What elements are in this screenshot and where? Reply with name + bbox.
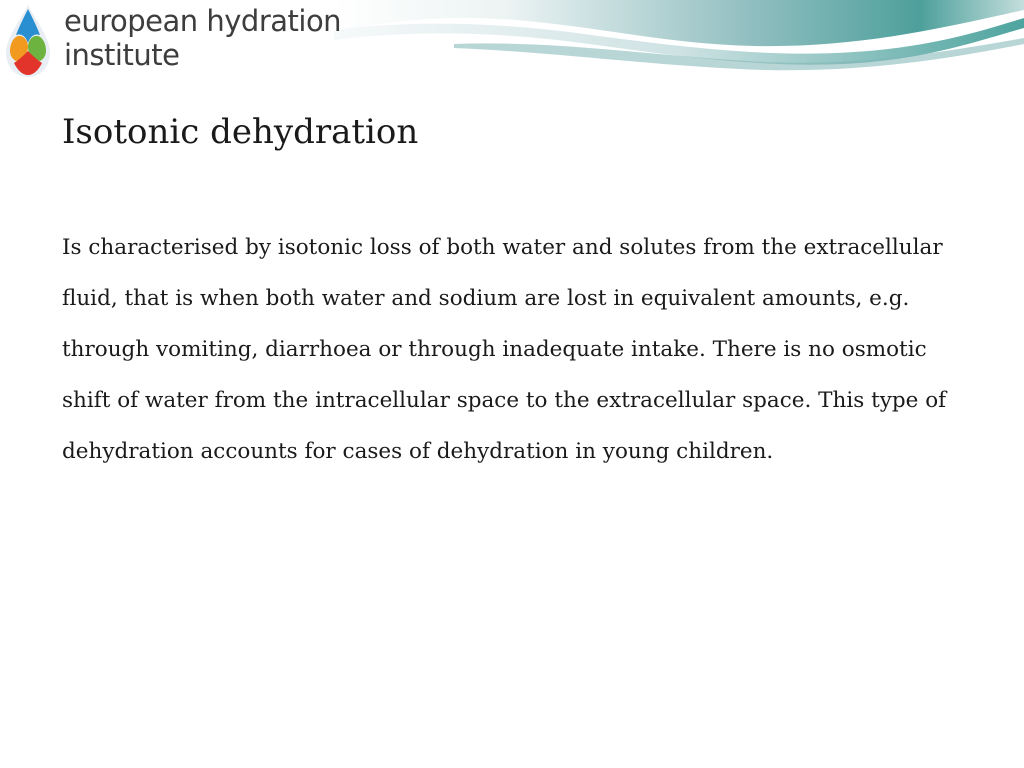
water-drop-logo-icon (2, 3, 54, 79)
logo-wordmark (64, 4, 341, 72)
wave-banner (334, 0, 1024, 80)
slide-title: Isotonic dehydration (62, 112, 419, 152)
slide-body-text: Is characterised by isotonic loss of both water and solutes from the extracellular fluid, that is when both water and sodium are lost in equivalent amounts, e.g. through vomiting, diarrhoea or through inadequate intake. There is no osmotic shift of water from the intracellular space to the extracellular space. This type of dehydration accounts for cases of dehydration in young children. (62, 235, 947, 464)
logo (0, 0, 342, 80)
logo-line-1: european hydration (64, 4, 342, 38)
slide-content (62, 108, 962, 477)
slide-header (0, 0, 1024, 80)
logo-line-2: institute (64, 38, 180, 72)
